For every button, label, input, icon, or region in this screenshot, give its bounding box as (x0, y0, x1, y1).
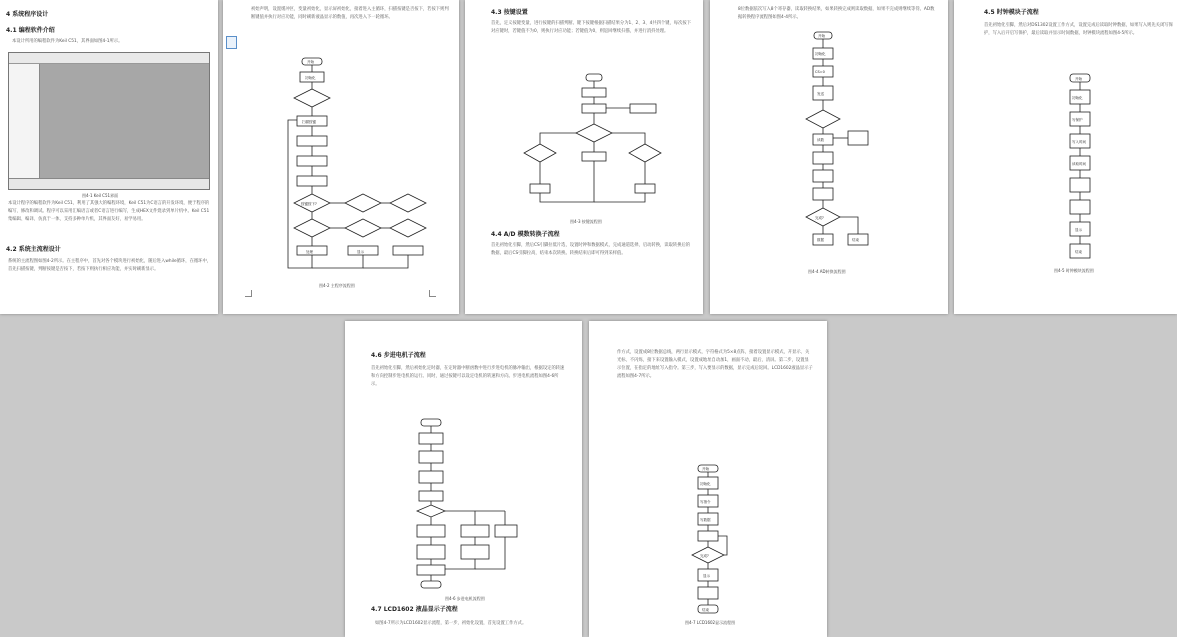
lcd-node-7 (698, 587, 718, 599)
document-page-5 (954, 0, 1177, 314)
heading-4-3: 4.3 按键设置 (491, 9, 528, 16)
screenshot-toolbar (9, 53, 209, 64)
adc-decision-2-label: 完成? (815, 216, 824, 220)
flowchart-keys (520, 72, 670, 212)
flow-node-4 (297, 136, 327, 146)
corner-mark-tl (245, 290, 252, 297)
flow-node-6 (297, 176, 327, 186)
clock-node-read-label: 读取时间 (1072, 162, 1086, 166)
document-page-3 (465, 0, 703, 314)
lcd-node-end-label: 结束 (702, 608, 709, 612)
clock-node-init-label: 初始化 (1072, 96, 1083, 100)
stepper-node-end (421, 581, 441, 588)
document-page-4 (710, 0, 948, 314)
adc-decision-1 (806, 110, 840, 128)
screenshot-output-pane (9, 178, 209, 189)
stepper-node-10 (461, 545, 489, 559)
paragraph-lcd-intro: 如图4-7所示为LCD1602显示流程，第一步，初始化设置，首先设置工作方式。 (375, 621, 527, 626)
flow-decision-3 (345, 194, 381, 212)
clock-node-display-label: 显示 (1075, 228, 1082, 232)
paragraph-body-2: 系统的主流程图如图4-2所示。在主程序中，首先对各个模块进行初始化，随后进入while循环，在循环中，首先扫描按键，判断按键是否按下，若按下则执行相应功能，并实时刷新显示。 (8, 259, 212, 272)
paragraph-page2: 初始声明，设置缓冲区，变量初始化，显示屏初始化，接着进入主循环，扫描按键是否按下，若按下则判断键值并执行对应功能，同时刷新液晶显示的数值，再次进入下一轮循环。 (251, 7, 449, 20)
adc-node-7 (813, 152, 833, 164)
adc-node-8 (813, 170, 833, 182)
lcd-node-init-label: 初始化 (700, 482, 711, 486)
stepper-node-6 (417, 525, 445, 537)
key-flow-node-4 (630, 104, 656, 113)
flow-node-init-label: 初始化 (305, 76, 316, 80)
adc-node-side (848, 131, 868, 145)
paragraph-clock: 首先初始化引脚，然后对DS1302设置工作方式，设置完成后读取时钟数据，如果写入则先关闭写保护，写入后开启写保护，最后读取并显示时间数据，时钟模块流程如图4-5所示。 (984, 23, 1173, 36)
clock-node-wp-label: 写保护 (1072, 118, 1083, 122)
key-flow-node-6 (530, 184, 550, 193)
key-flow-decision-2 (524, 144, 556, 162)
flowchart-lcd (689, 463, 729, 615)
stepper-node-2 (419, 433, 443, 444)
heading-4-5: 4.5 时钟模块子流程 (984, 9, 1039, 16)
stepper-node-8 (495, 525, 517, 537)
adc-node-9 (813, 188, 833, 200)
figure-caption-4-4: 图4-4 AD转换流程图 (808, 269, 846, 274)
paragraph-adc: 首先初始化引脚，然后CS引脚拉低片选，设置时钟和数据模式，完成通道选择，启动转换，读取转换后的数据，最后CS引脚拉高，结束本次转换。转换结束后即可得到采样值。 (491, 243, 691, 256)
stepper-node-4 (419, 471, 443, 483)
flow-node-5 (297, 156, 327, 166)
clock-node-start-label: 开始 (1075, 77, 1082, 81)
lcd-node-5 (698, 531, 718, 541)
flow-node-display-label: 显示 (357, 250, 364, 254)
paragraph-keys: 首先，定义按键变量，进行按键的扫描判断。键下按键根据扫描结果分为1、2、3、4共四个键，每次按下对应键时，若键值不为0，则执行对应功能；若键值为0，则返回继续扫描，并进行消抖处理。 (491, 21, 691, 34)
figure-caption-4-5: 图4-5 时钟模块流程图 (1054, 268, 1094, 273)
flow-node-scan-label: 扫描按键 (302, 120, 316, 124)
paragraph-body: 本设计程序的编程软件为Keil C51，利用了其强大的编程环境，Keil C51为C语言的开发环境，便于程序的编写、修改和调试。程序可以采用汇编语言或者C语言进行编写，生成HEX文件烧录到单片机中。Keil C51集编辑、编译、仿真于一体，支持多种单片机，其界面友好，易学易用。 (8, 201, 210, 222)
flow-node-9 (393, 246, 423, 255)
stepper-node-start (421, 419, 441, 426)
flowchart-clock (1062, 72, 1102, 272)
flow-node-start-label: 开始 (307, 60, 314, 64)
document-page-1 (0, 0, 218, 314)
flow-decision-1 (294, 89, 330, 107)
stepper-decision (417, 505, 445, 517)
flow-decision-4 (390, 194, 426, 212)
adc-node-init-label: 初始化 (815, 52, 826, 56)
clock-node-end-label: 结束 (1075, 250, 1082, 254)
paragraph-lcd: 作方式，设置成8位数据总线，两行显示模式，字符格式为5×8点阵，接着设置显示模式，开显示、关光标、不闪烁，接下来设置输入模式，设置成地址自动加1，画面不动，最后，清屏。第二步，设置显示位置，在指定的地址写入指令。第三步，写入要显示的数据，显示完成后返回。LCD1602液晶显示子流程如图4-7所示。 (617, 350, 813, 379)
figure-caption-4-6: 图4-6 步进电机流程图 (445, 596, 485, 601)
software-screenshot (8, 52, 210, 190)
stepper-node-7 (461, 525, 489, 537)
flowchart-main (283, 56, 433, 276)
adc-node-send-label: 发送 (817, 92, 824, 96)
heading-4-2: 4.2 系统主流程设计 (6, 246, 61, 253)
adc-node-read-label: 读数 (817, 138, 824, 142)
figure-caption-4-1: 图4-1 Keil C51界面 (82, 193, 119, 198)
document-page-2 (223, 0, 459, 314)
flow-node-process-label: 处理 (306, 250, 313, 254)
stepper-node-9 (417, 545, 445, 559)
figure-caption-4-3: 图4-3 按键流程图 (570, 219, 602, 224)
flow-decision-7 (390, 219, 426, 237)
adc-node-data-label: 数据 (817, 238, 824, 242)
paragraph-stepper: 首先初始化引脚，然后初始化定时器，在定时器中断函数中进行步进电机的脉冲输出，根据设定的转速和方向控制步进电机的运行。同时，通过按键可以设定电机的转速和方向。步进电机流程如图4-6所示。 (371, 366, 565, 387)
lcd-node-data-label: 写数据 (700, 518, 711, 522)
flowchart-stepper (405, 417, 525, 592)
figure-caption-4-2: 图4-2 主程序流程图 (319, 283, 355, 288)
key-flow-decision-3 (629, 144, 661, 162)
flow-decision-6 (345, 219, 381, 237)
screenshot-editor-area (40, 64, 209, 178)
clock-node-6 (1070, 178, 1090, 192)
paragraph-page4: 8位数据依次写入8个寄存器，读取转换结果，如果转换完成则读取数据，如果不完成则继续等待。AD数据转换程序流程图如图4-4所示。 (738, 7, 935, 20)
heading-4-1: 4.1 编程软件介绍 (6, 27, 55, 34)
screenshot-project-pane (9, 64, 40, 178)
lcd-node-display-label: 显示 (703, 574, 710, 578)
heading-system-program: 4 系统程序设计 (6, 11, 49, 18)
key-flow-node-1 (586, 74, 602, 81)
flowchart-adc (802, 30, 882, 260)
stepper-node-3 (419, 451, 443, 463)
clock-node-write-label: 写入时间 (1072, 140, 1086, 144)
paragraph-intro: 本设计所用的编程软件为Keil C51，其界面如图4-1所示。 (12, 39, 123, 44)
heading-4-7: 4.7 LCD1602 液晶显示子流程 (371, 606, 458, 613)
figure-caption-4-7: 图4-7 LCD1602显示流程图 (685, 620, 736, 625)
key-flow-decision-1 (576, 124, 612, 142)
stepper-node-5 (419, 491, 443, 501)
flow-decision-2-label: 按键按下? (301, 202, 317, 206)
key-flow-node-3 (582, 104, 606, 113)
document-page-6 (345, 321, 582, 637)
heading-4-4: 4.4 A/D 模数转换子流程 (491, 231, 560, 238)
corner-mark-tr (429, 290, 436, 297)
document-page-7 (589, 321, 827, 637)
adc-node-start-label: 开始 (818, 34, 825, 38)
clock-node-7 (1070, 200, 1090, 214)
lcd-decision-label: 完成? (700, 554, 709, 558)
flow-decision-5 (294, 219, 330, 237)
lcd-node-start-label: 开始 (702, 467, 709, 471)
stepper-node-11 (417, 565, 445, 575)
adc-node-cs-label: CS=0 (815, 70, 825, 74)
lcd-node-cmd-label: 写指令 (700, 500, 711, 504)
document-icon (226, 36, 237, 49)
key-flow-node-5 (582, 152, 606, 161)
heading-4-6: 4.6 步进电机子流程 (371, 352, 426, 359)
adc-node-end-label: 结束 (852, 238, 859, 242)
key-flow-node-7 (635, 184, 655, 193)
key-flow-node-2 (582, 88, 606, 97)
